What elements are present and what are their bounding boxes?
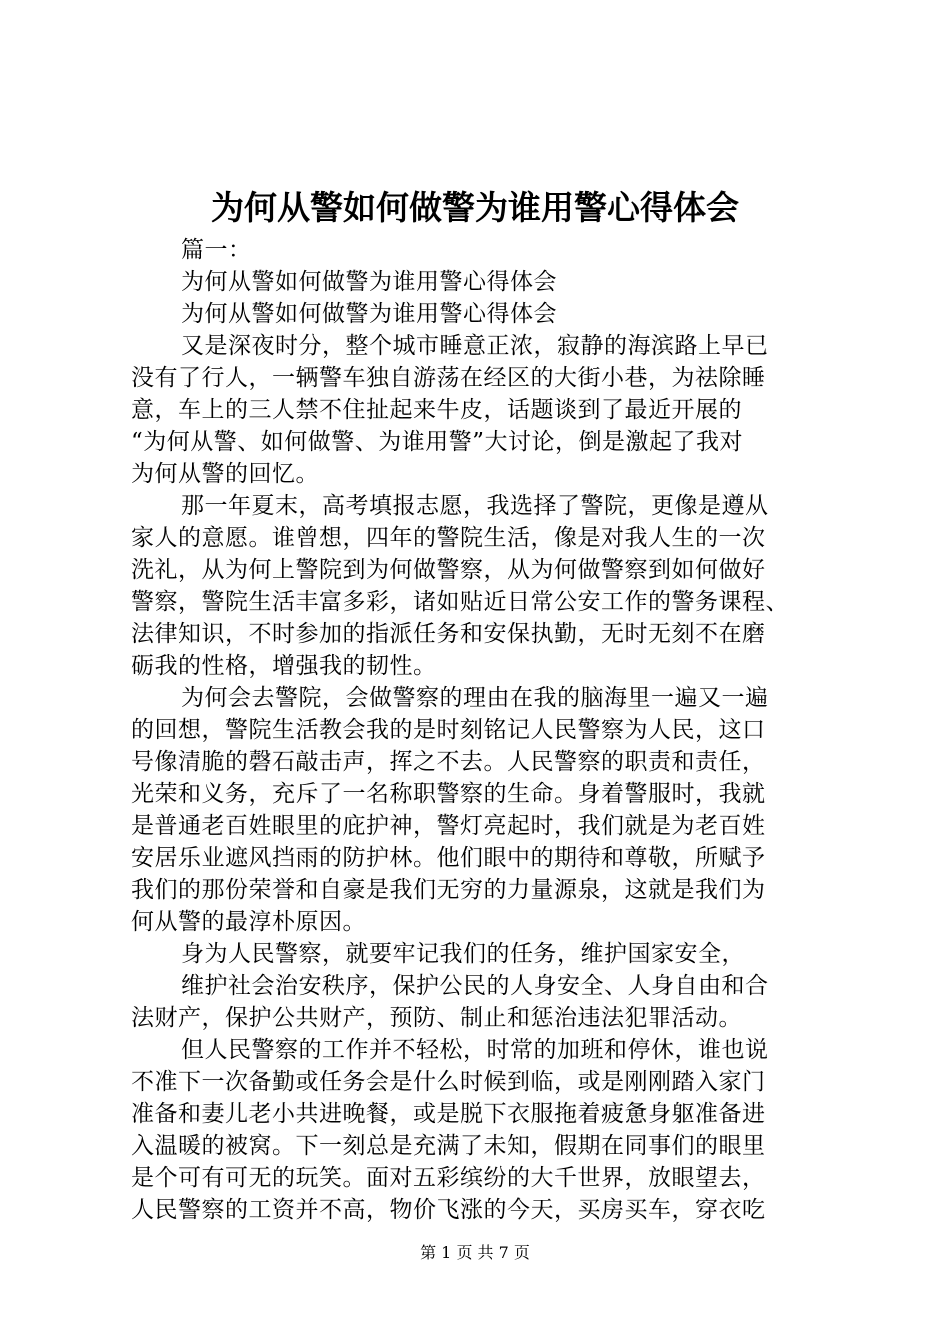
text-line: 的回想，警院生活教会我的是时刻铭记人民警察为人民，这口 [131,717,766,743]
text-line: 不准下一次备勤或任务会是什么时候到临，或是刚刚踏入家门 [131,1069,766,1095]
text-line: 为何从警如何做警为谁用警心得体会 [181,269,557,295]
text-line: 号像清脆的磬石敲击声，挥之不去。人民警察的职责和责任， [131,749,766,775]
text-line: 准备和妻儿老小共进晚餐，或是脱下衣服拖着疲惫身躯准备进 [131,1101,766,1127]
text-line: 何从警的最淳朴原因。 [131,909,366,935]
text-line: 为何从警的回忆。 [131,461,319,487]
text-line: 我们的那份荣誉和自豪是我们无穷的力量源泉，这就是我们为 [131,877,766,903]
text-line: 安居乐业遮风挡雨的防护林。他们眼中的期待和尊敬，所赋予 [131,845,766,871]
text-line: 没有了行人，一辆警车独自游荡在经区的大街小巷，为祛除睡 [131,365,766,391]
text-line: 是个可有可无的玩笑。面对五彩缤纷的大千世界，放眼望去， [131,1165,766,1191]
document-title: 为何从警如何做警为谁用警心得体会 [211,188,739,227]
text-line: 身为人民警察，就要牢记我们的任务，维护国家安全， [181,941,745,967]
page-footer: 第 1 页 共 7 页 [420,1243,530,1262]
text-line: 砺我的性格，增强我的韧性。 [131,653,437,679]
text-line: 法律知识，不时参加的指派任务和安保执勤，无时无刻不在磨 [131,621,766,647]
text-line: 意，车上的三人禁不住扯起来牛皮，话题谈到了最近开展的 [131,397,742,423]
document-body [131,234,831,1226]
text-line: 但人民警察的工作并不轻松，时常的加班和停休，谁也说 [181,1037,769,1063]
text-line: 入温暖的被窝。下一刻总是充满了未知，假期在同事们的眼里 [131,1133,766,1159]
text-line: 为何会去警院，会做警察的理由在我的脑海里一遍又一遍 [181,685,769,711]
text-line: 洗礼，从为何上警院到为何做警察，从为何做警察到如何做好 [131,557,766,583]
text-line: 警察，警院生活丰富多彩，诸如贴近日常公安工作的警务课程、 [131,589,789,615]
text-line: “为何从警、如何做警、为谁用警”大讨论，倒是激起了我对 [131,429,744,455]
text-line: 是普通老百姓眼里的庇护神，警灯亮起时，我们就是为老百姓 [131,813,766,839]
text-line: 为何从警如何做警为谁用警心得体会 [181,301,557,327]
text-line: 又是深夜时分，整个城市睡意正浓，寂静的海滨路上早已 [181,333,769,359]
text-line: 人民警察的工资并不高，物价飞涨的今天，买房买车，穿衣吃 [131,1197,766,1223]
text-line: 维护社会治安秩序，保护公民的人身安全、人身自由和合 [181,973,769,999]
text-line: 篇一： [181,237,252,263]
text-line: 法财产，保护公共财产，预防、制止和惩治违法犯罪活动。 [131,1005,742,1031]
text-line: 家人的意愿。谁曾想，四年的警院生活，像是对我人生的一次 [131,525,766,551]
text-line: 那一年夏末，高考填报志愿，我选择了警院，更像是遵从 [181,493,769,519]
text-line: 光荣和义务，充斥了一名称职警察的生命。身着警服时，我就 [131,781,766,807]
